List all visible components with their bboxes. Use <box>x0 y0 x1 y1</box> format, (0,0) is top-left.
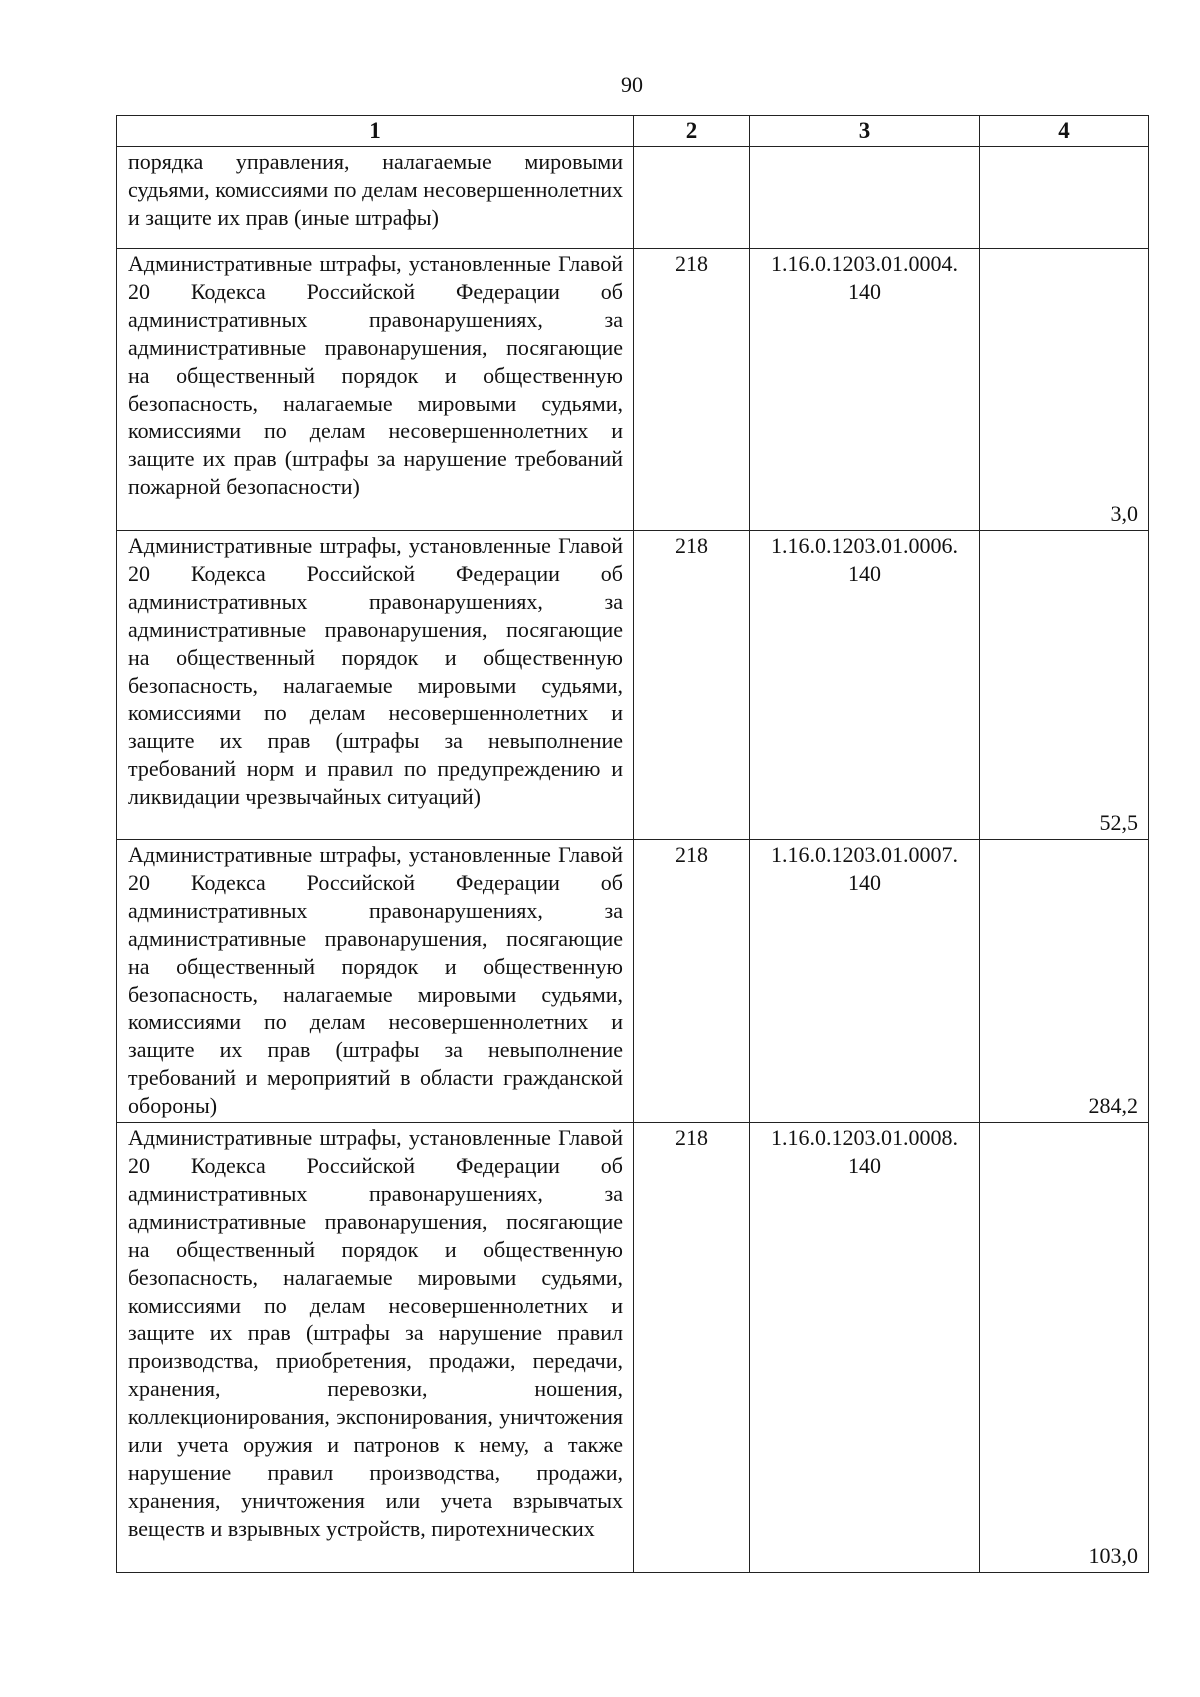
row-description: порядка управления, налагаемые мировыми судьями, комиссиями по делам несовершеннолетних и защите их прав (иные штрафы) <box>117 147 634 249</box>
row-amount: 284,2 <box>980 840 1149 1123</box>
table-row <box>117 840 1149 1123</box>
row-description: Административные штрафы, установленные Главой 20 Кодекса Российской Федерации об административных правонарушениях, за административные правонарушения, посягающие на общественный порядок и общественную безопасность, налагаемые мировыми судьями, комиссиями по делам несовершеннолетних и защите их прав (штрафы за нарушение требований пожарной безопасности) <box>117 249 634 531</box>
row-admin-code: 218 <box>634 531 750 840</box>
row-kbk-code: 1.16.0.1203.01.0006. 140 <box>750 531 980 840</box>
row-admin-code: 218 <box>634 249 750 531</box>
row-description: Административные штрафы, установленные Главой 20 Кодекса Российской Федерации об административных правонарушениях, за административные правонарушения, посягающие на общественный порядок и общественную безопасность, налагаемые мировыми судьями, комиссиями по делам несовершеннолетних и защите их прав (штрафы за невыполнение требований и мероприятий в области гражданской обороны) <box>117 840 634 1123</box>
table-row <box>117 249 1149 531</box>
page-number: 90 <box>621 72 643 97</box>
row-description: Административные штрафы, установленные Главой 20 Кодекса Российской Федерации об административных правонарушениях, за административные правонарушения, посягающие на общественный порядок и общественную безопасность, налагаемые мировыми судьями, комиссиями по делам несовершеннолетних и защите их прав (штрафы за невыполнение требований норм и правил по предупреждению и ликвидации чрезвычайных ситуаций) <box>117 531 634 840</box>
row-admin-code <box>634 147 750 249</box>
row-kbk-code: 1.16.0.1203.01.0004. 140 <box>750 249 980 531</box>
row-admin-code: 218 <box>634 840 750 1123</box>
table-header-row <box>117 116 1149 147</box>
budget-revenue-table <box>116 115 1149 1573</box>
row-kbk-code: 1.16.0.1203.01.0007. 140 <box>750 840 980 1123</box>
row-amount: 3,0 <box>980 249 1149 531</box>
row-kbk-code: 1.16.0.1203.01.0008. 140 <box>750 1123 980 1573</box>
column-header-4: 4 <box>980 116 1149 147</box>
table-row <box>117 531 1149 840</box>
row-amount: 52,5 <box>980 531 1149 840</box>
table-row <box>117 1123 1149 1573</box>
row-kbk-code <box>750 147 980 249</box>
column-header-2: 2 <box>634 116 750 147</box>
row-amount: 103,0 <box>980 1123 1149 1573</box>
column-header-1: 1 <box>117 116 634 147</box>
column-header-3: 3 <box>750 116 980 147</box>
table-row <box>117 147 1149 249</box>
row-admin-code: 218 <box>634 1123 750 1573</box>
row-description: Административные штрафы, установленные Главой 20 Кодекса Российской Федерации об административных правонарушениях, за административные правонарушения, посягающие на общественный порядок и общественную безопасность, налагаемые мировыми судьями, комиссиями по делам несовершеннолетних и защите их прав (штрафы за нарушение правил производства, приобретения, продажи, передачи, хранения, перевозки, ношения, коллекционирования, экспонирования, уничтожения или учета оружия и патронов к нему, а также нарушение правил производства, продажи, хранения, уничтожения или учета взрывчатых веществ и взрывных устройств, пиротехнических <box>117 1123 634 1573</box>
row-amount <box>980 147 1149 249</box>
